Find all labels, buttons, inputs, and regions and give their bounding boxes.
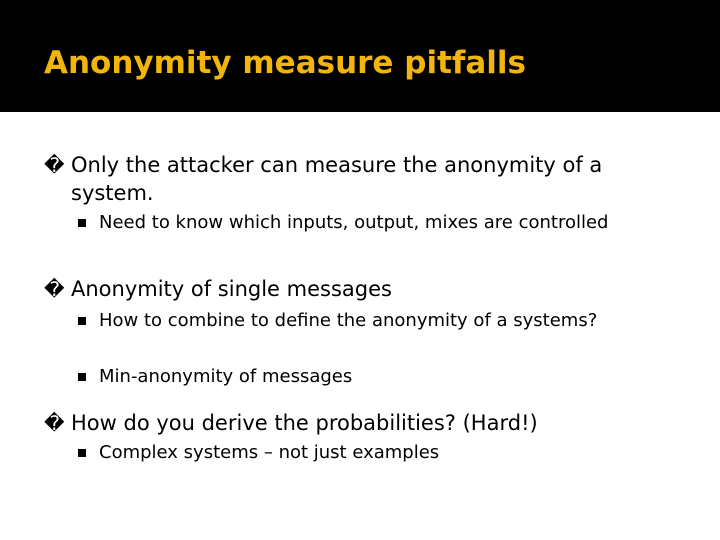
- sub-bullet-2-1: [78, 310, 638, 332]
- sub-bullet-2-2: [78, 366, 638, 388]
- square-bullet-icon: [78, 373, 86, 381]
- sub-bullet-1-1: [78, 212, 638, 234]
- sub-bullet-3-1: [78, 442, 638, 464]
- square-bullet-icon: [78, 317, 86, 325]
- sub-bullet-2-1-text: How to combine to define the anonymity of a systems?: [99, 310, 598, 331]
- bullet-glyph-icon: �: [44, 411, 65, 435]
- bullet-2-text: Anonymity of single messages: [71, 277, 392, 301]
- bullet-1-text: Only the attacker can measure the anonymity of a system.: [71, 153, 603, 205]
- sub-bullet-3-1-text: Complex systems – not just examples: [99, 442, 440, 463]
- bullet-1: [44, 151, 684, 207]
- bullet-3-text: How do you derive the probabilities? (Hard!): [71, 411, 538, 435]
- square-bullet-icon: [78, 449, 86, 457]
- bullet-3: [44, 409, 684, 437]
- sub-bullet-2-2-text: Min-anonymity of messages: [99, 366, 353, 387]
- bullet-glyph-icon: �: [44, 153, 65, 177]
- slide-title: Anonymity measure pitfalls: [44, 45, 526, 81]
- bullet-2: [44, 275, 684, 303]
- square-bullet-icon: [78, 219, 86, 227]
- bullet-glyph-icon: �: [44, 277, 65, 301]
- sub-bullet-1-1-text: Need to know which inputs, output, mixes are controlled: [99, 212, 609, 233]
